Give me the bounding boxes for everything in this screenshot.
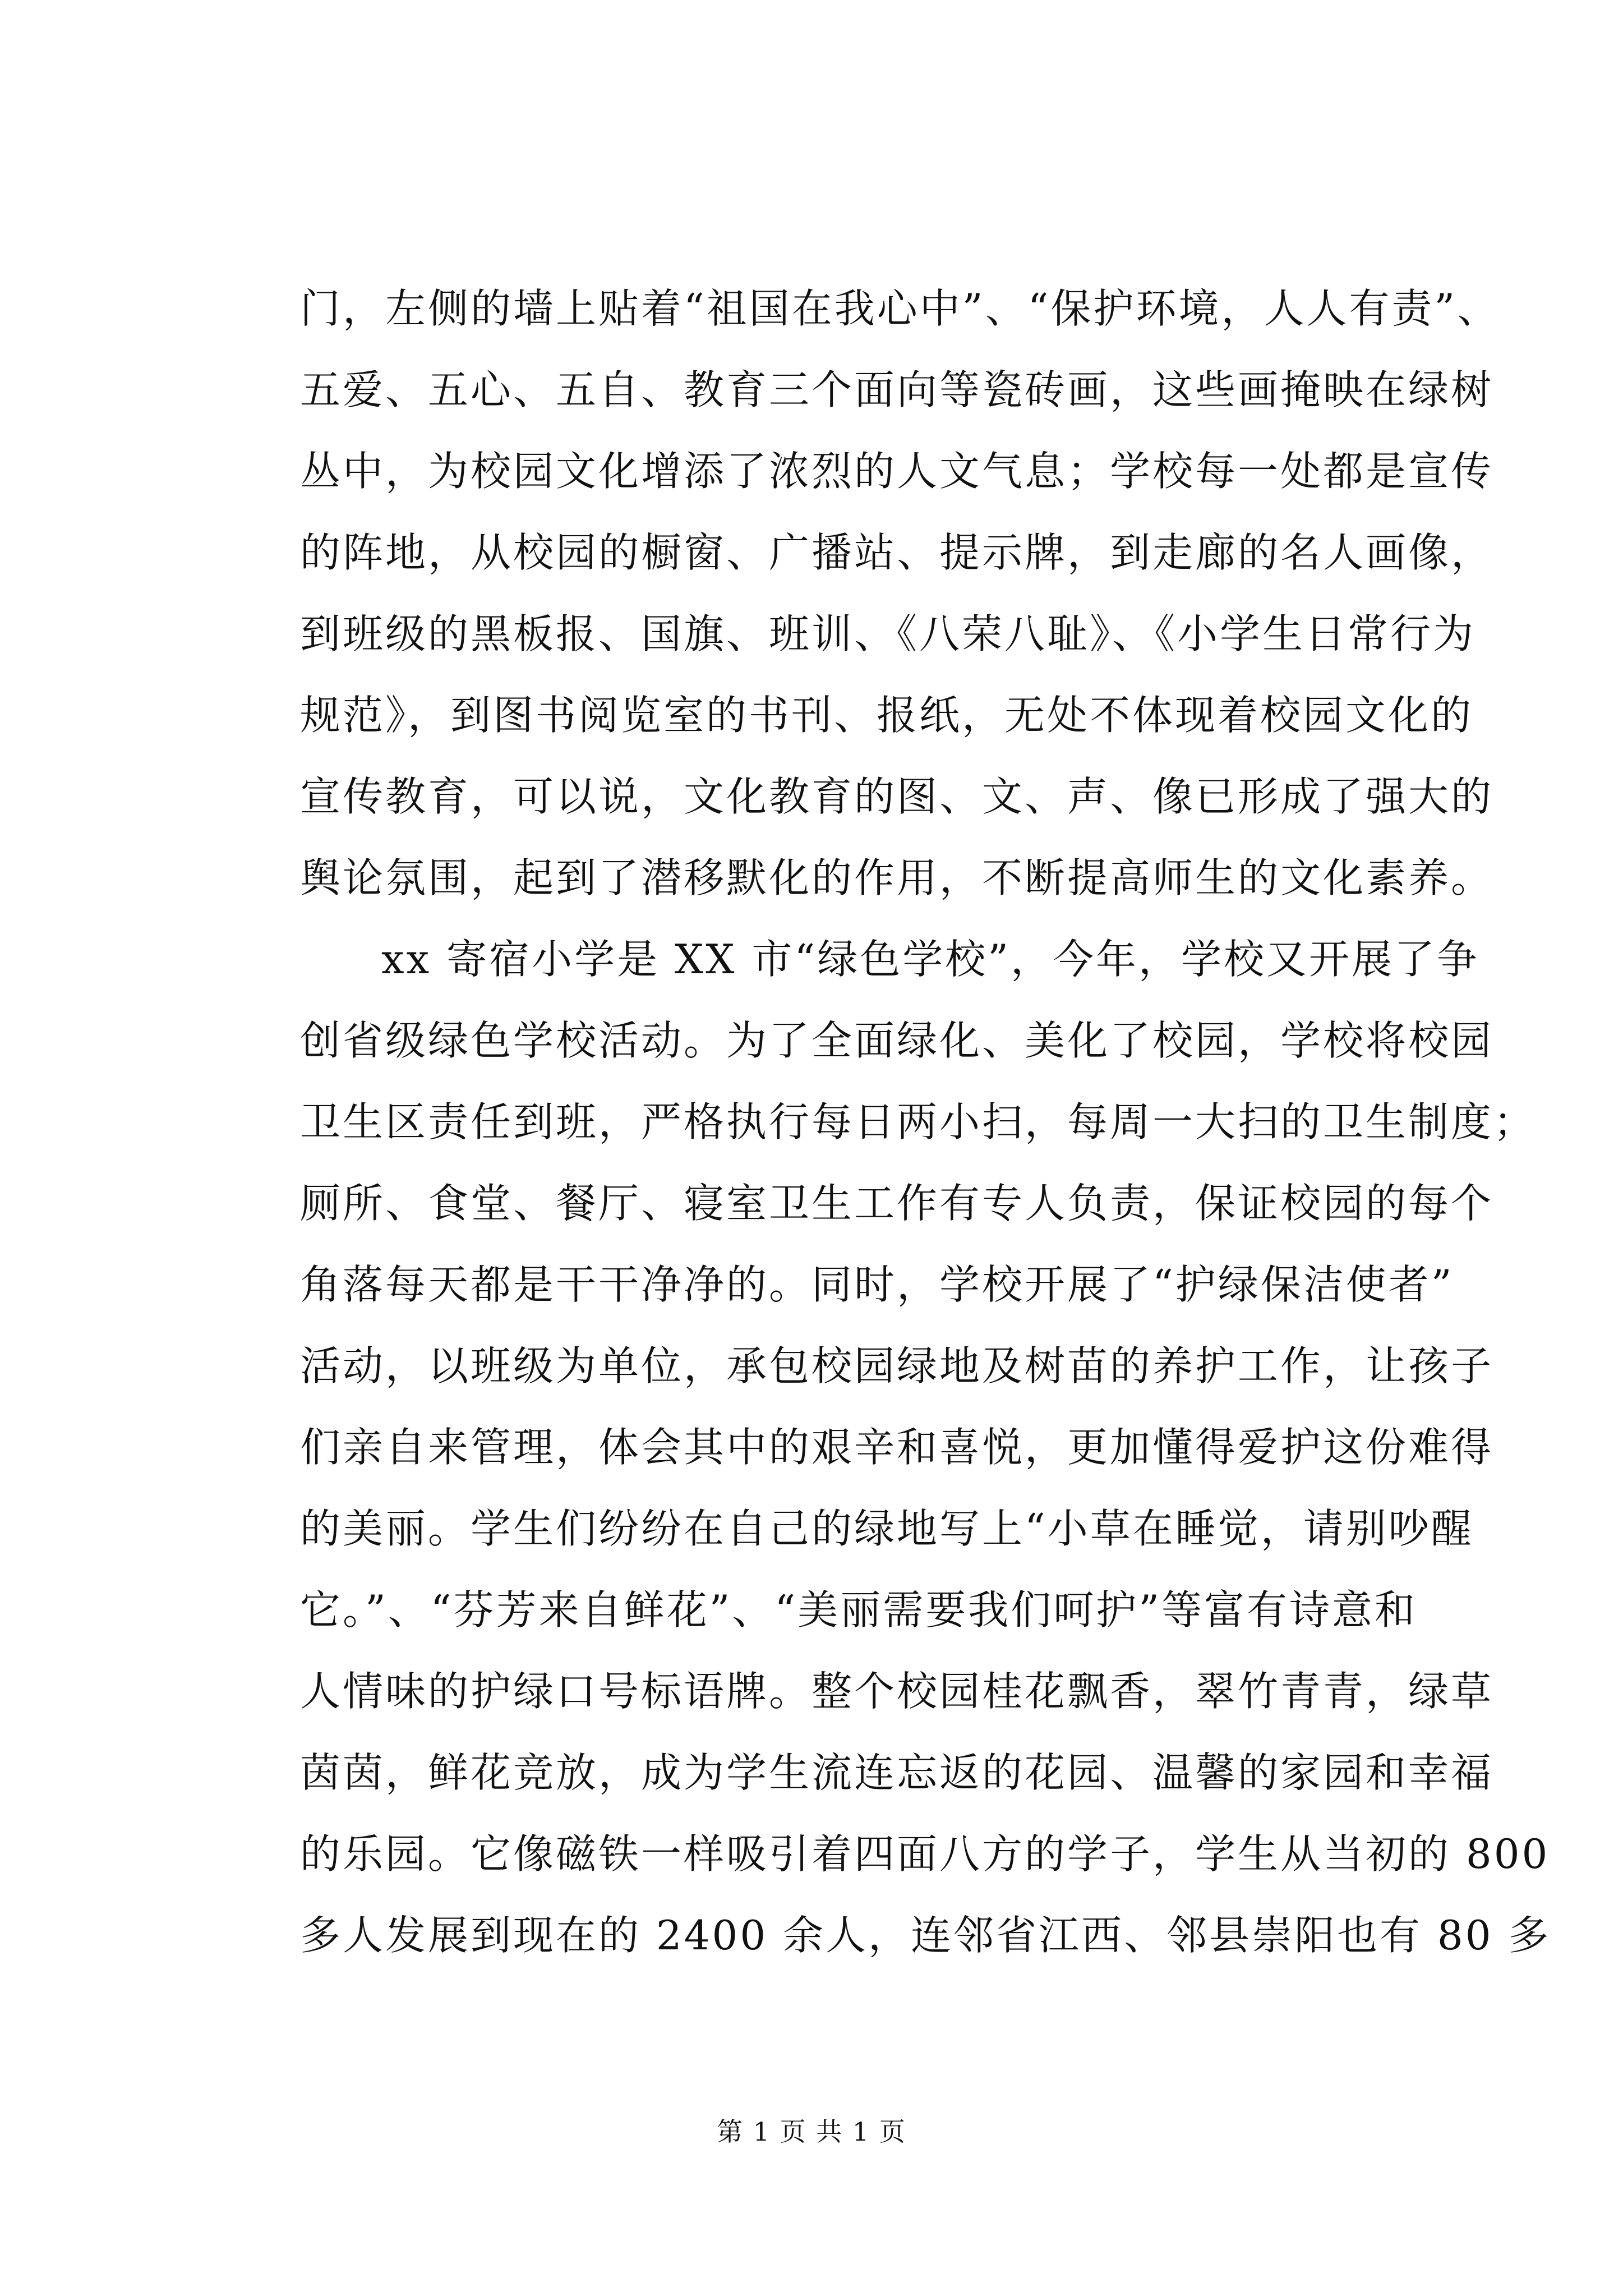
text-line: 的乐园。它像磁铁一样吸引着四面八方的学子，学生从当初的 800 <box>300 1830 1550 1878</box>
text-line: 人情味的护绿口号标语牌。整个校园桂花飘香，翠竹青青，绿草 <box>300 1668 1494 1715</box>
page-footer: 第 1 页 共 1 页 <box>717 2116 906 2147</box>
text-line: 规范》，到图书阅览室的书刊、报纸，无处不体现着校园文化的 <box>300 692 1474 739</box>
text-line: 宣传教育，可以说，文化教育的图、文、声、像已形成了强大的 <box>300 773 1494 820</box>
text-line: 到班级的黑板报、国旗、班训、《八荣八耻》、《小学生日常行为 <box>300 610 1476 657</box>
text-line: 创省级绿色学校活动。为了全面绿化、美化了校园，学校将校园 <box>300 1017 1494 1064</box>
text-line: 门，左侧的墙上贴着“祖国在我心中”、“保护环境，人人有责”、 <box>300 285 1500 332</box>
text-line: 丛中，为校园文化增添了浓烈的人文气息；学校每一处都是宣传 <box>300 448 1494 495</box>
text-line: 多人发展到现在的 2400 余人，连邻省江西、邻县崇阳也有 80 多 <box>300 1912 1551 1959</box>
paragraph-start-line: xx 寄宿小学是 XX 市“绿色学校”，今年，学校又开展了争 <box>381 936 1480 983</box>
text-line: 它。”、“芬芳来自鲜花”、“美丽需要我们呵护”等富有诗意和 <box>300 1586 1418 1634</box>
text-line: 的阵地，从校园的橱窗、广播站、提示牌，到走廊的名人画像， <box>300 529 1494 576</box>
text-line: 茵茵，鲜花竞放，成为学生流连忘返的花园、温馨的家园和幸福 <box>300 1749 1494 1796</box>
text-line: 活动，以班级为单位，承包校园绿地及树苗的养护工作，让孩子 <box>300 1342 1494 1389</box>
text-line: 舆论氛围，起到了潜移默化的作用，不断提高师生的文化素养。 <box>300 854 1494 901</box>
text-line: 的美丽。学生们纷纷在自己的绿地写上“小草在睡觉，请别吵醒 <box>300 1505 1474 1552</box>
text-line: 卫生区责任到班，严格执行每日两小扫，每周一大扫的卫生制度； <box>300 1098 1537 1145</box>
text-line: 角落每天都是干干净净的。同时，学校开展了“护绿保洁使者” <box>300 1261 1454 1308</box>
text-line: 五爱、五心、五自、教育三个面向等瓷砖画，这些画掩映在绿树 <box>300 366 1494 413</box>
text-line: 厕所、食堂、餐厅、寝室卫生工作有专人负责，保证校园的每个 <box>300 1180 1494 1227</box>
text-line: 们亲自来管理，体会其中的艰辛和喜悦，更加懂得爱护这份难得 <box>300 1424 1494 1471</box>
